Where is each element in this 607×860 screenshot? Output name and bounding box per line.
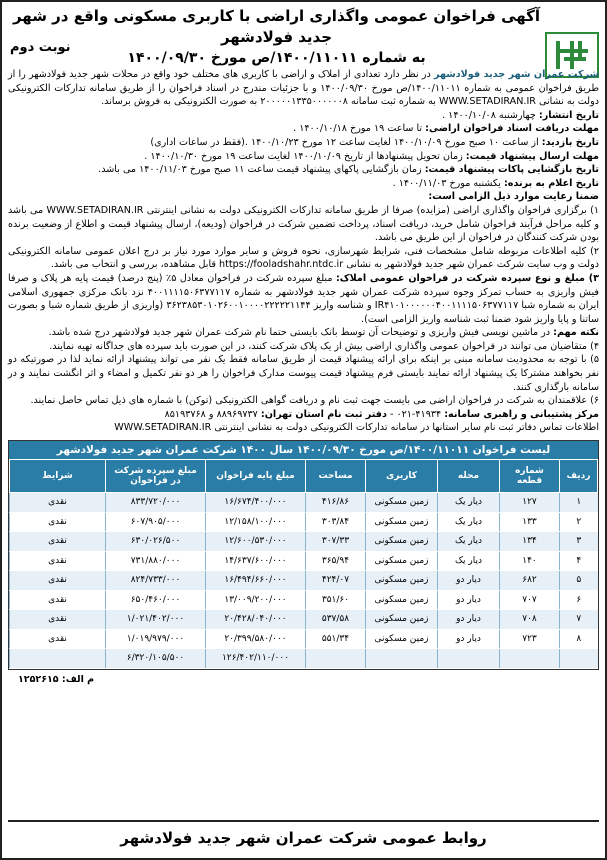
open-label: تاریخ بازگشایی پاکات پیشنهاد قیمت: <box>424 164 599 176</box>
rule-3 <box>8 272 599 326</box>
table-cell: ۳ <box>560 532 598 552</box>
table-cell <box>438 649 500 669</box>
table-row <box>10 629 598 649</box>
table-cell: نقدی <box>10 571 106 591</box>
table-cell: ۱۳۳ <box>500 512 560 532</box>
table-body <box>10 493 598 669</box>
table-cell <box>366 649 438 669</box>
note-text: در ماشین نویسی فیش واریزی و توضیحات آن توسط بانک بایستی حتما نام شرکت عمران شهر جدید فولادشهر درج شده باشد. <box>48 327 551 339</box>
table-row <box>10 610 598 630</box>
table-cell: ۸۲۴/۷۳۳/۰۰۰ <box>106 571 206 591</box>
rule-5: ۵) با توجه به محدودیت سامانه مبنی بر اینکه برای ارائه پیشنهاد قیمت از طریق سامانه فقط یک نفر می تواند پیشنهاد ارائه نماید لذا در صورتیکه دو نفر بخواهند مشترکا یک پیشنهاد ارائه نمایند بایستی فرم پیشنهاد قیمت پیوست مدارک فراخوان را هر دو نفر تکمیل و امضاء و اثر انگشت نمایند و در سامانه بارگذاری کنند. <box>8 354 599 393</box>
table-cell: دیار دو <box>438 590 500 610</box>
publish-date <box>8 109 599 123</box>
intro-company: شرکت عمران شهر جدید فولادشهر <box>434 69 599 80</box>
ad-code: م الف: ۱۲۵۲۶۱۵ <box>18 673 95 685</box>
table-cell: ۴۲۴/۰۷ <box>306 571 366 591</box>
table-cell: ۵۳۷/۵۸ <box>306 610 366 630</box>
table-cell: ۴۱۶/۸۶ <box>306 493 366 513</box>
table-cell: دیار یک <box>438 512 500 532</box>
table-cell: ۱ <box>560 493 598 513</box>
note <box>8 326 599 340</box>
table-cell: دیار دو <box>438 571 500 591</box>
table-cell: ۶۵۰/۴۶۰/۰۰۰ <box>106 590 206 610</box>
table-cell: ۷۳۱/۸۸۰/۰۰۰ <box>106 551 206 571</box>
publish-label: تاریخ انتشار: <box>538 109 599 121</box>
table-cell: ۳۵۱/۶۰ <box>306 590 366 610</box>
table-cell: نقدی <box>10 551 106 571</box>
table-cell: ۱۳/۰۰۹/۲۰۰/۰۰۰ <box>206 590 306 610</box>
rule-3-text: مبلغ سپرده شرکت در فراخوان معادل ۵٪ (پنج درصد) قیمت پایه هر پلاک و صرفا فیش واریزی به حساب تمرکز وجوه سپرده شرکت عمران شهر جدید فولادشهر به شماره ۴۰۰۱۱۱۱۵۰۶۳۷۷۱۱۷ نزد بانک مرکزی جمهوری اسلامی ایران به شماره شبا IR۴۱۰۱۰۰۰۰۰۰۴۰۰۱۱۱۱۵۰۶۳۷۷۱۱۷ و شناسه واریز ۳۶۲۳۸۵۳۰۱۰۲۶۰۰۱۰۰۰۰۲۲۲۲۲۱۱۴۴ (واریزی از طریق شماره شبا و بصورت ساتنا و پایا واریز شود ضمنا ثبت شناسه واریز الزامی است). <box>8 272 599 325</box>
table-cell: ۱۴/۶۳۷/۶۰۰/۰۰۰ <box>206 551 306 571</box>
note-label: نکته مهم: <box>553 327 599 339</box>
table-header-row <box>10 460 598 493</box>
visit-date <box>8 136 599 150</box>
table-cell: زمین مسکونی <box>366 610 438 630</box>
round-label: نوبت دوم <box>10 40 71 55</box>
table-cell: دیار یک <box>438 493 500 513</box>
table-cell: دیار یک <box>438 532 500 552</box>
header-titles <box>8 6 545 68</box>
col-area-name: محله <box>438 460 500 493</box>
plots-grid <box>9 459 598 669</box>
docs-value: تا ساعت ۱۹ مورخ ۱۴۰۰/۱۰/۱۸ . <box>293 123 423 135</box>
table-cell: ۱۶/۴۹۴/۶۶۰/۰۰۰ <box>206 571 306 591</box>
notice-subtitle: به شماره ۱۴۰۰/۱۱۰۱۱/ص مورخ ۱۴۰۰/۰۹/۳۰ <box>127 50 426 66</box>
send-deadline <box>8 150 599 164</box>
intro-text: در نظر دارد تعدادی از املاک و اراضی با کاربری های مختلف خود واقع در محلات شهر جدید فولادشهر را از طریق فراخوان عمومی به شماره ۱۴۰۰/۱۱۰۱۱/ص مورخ ۱۴۰۰/۰۹/۳۰ و با جزئیات مندرج در اسناد فراخوان را از طریق سامانه تدارکات الکترونیکی دولت به نشانی WWW.SETADIRAN.IR به شماره ثبت سامانه ۲۰۰۰۰۰۱۳۳۵۰۰۰۰۰۰۸ به صورت الکترونیکی به فروش برساند. <box>8 69 599 108</box>
send-value: زمان تحویل پیشنهادها از تاریخ ۱۴۰۰/۱۰/۰۹ لغایت ساعت ۱۹ مورخ ۱۴۰۰/۱۰/۳۰ . <box>144 150 463 162</box>
table-cell: دیار دو <box>438 610 500 630</box>
col-row: ردیف <box>560 460 598 493</box>
table-total-row <box>10 649 598 669</box>
plots-table <box>8 440 599 670</box>
table-cell: ۱۶/۶۷۴/۴۰۰/۰۰۰ <box>206 493 306 513</box>
table-title: لیست فراخوان ۱۴۰۰/۱۱۰۱۱/ص مورخ ۱۴۰۰/۰۹/۳۰ سال ۱۴۰۰ شرکت عمران شهر جدید فولادشهر <box>9 441 598 459</box>
table-cell: دیار یک <box>438 551 500 571</box>
table-cell: زمین مسکونی <box>366 532 438 552</box>
table-cell: ۳۰۳/۸۴ <box>306 512 366 532</box>
support-label: مرکز پشتیبانی و راهبری سامانه: <box>444 408 599 420</box>
table-cell: ۵۵۱/۳۴ <box>306 629 366 649</box>
table-cell: ۶/۳۲۰/۱۰۵/۵۰۰ <box>106 649 206 669</box>
table-cell: زمین مسکونی <box>366 512 438 532</box>
contact-line: مرکز پشتیبانی و راهبری سامانه: ۴۱۹۳۴-۰۲۱ - دفتر ثبت نام استان تهران: ۸۸۹۶۹۷۳۷ و ۸۵۱۹۳۷۶۸ <box>164 408 599 420</box>
docs-deadline <box>8 122 599 136</box>
rule-1: ۱) برگزاری فراخوان واگذاری اراضی (مزایده) صرفا از طریق سامانه تدارکات الکترونیکی دولت به نشانی اینترنتی WWW.SETADIRAN.IR می باشد و کلیه مراحل فرآیند فراخوان شامل خرید، دریافت اسناد، پرداخت تضمین شرکت در فراخوان (ودیعه)، ارسال پیشنهاد قیمت و اطلاع از وضعیت برنده بودن شرکت کنندگان در فراخوان از این طریق می باشد. <box>8 204 599 244</box>
table-row <box>10 571 598 591</box>
table-cell: ۷ <box>560 610 598 630</box>
table-cell: دیار دو <box>438 629 500 649</box>
open-date <box>8 163 599 177</box>
col-usage: کاربری <box>366 460 438 493</box>
table-cell: ۱۴۰ <box>500 551 560 571</box>
table-cell: ۶۸۲ <box>500 571 560 591</box>
col-terms: شرایط <box>10 460 106 493</box>
winner-label: تاریخ اعلام به برنده: <box>503 177 599 189</box>
intro-paragraph <box>8 68 599 109</box>
publish-value: چهارشنبه ۱۴۰۰/۱۰/۰۸ . <box>442 109 536 121</box>
table-row <box>10 532 598 552</box>
table-cell: نقدی <box>10 629 106 649</box>
table-cell: ۲ <box>560 512 598 532</box>
table-cell: زمین مسکونی <box>366 629 438 649</box>
rule-3-label: ۳) مبلغ و نوع سپرده شرکت در فراخوان عمومی املاک: <box>335 272 599 284</box>
visit-value: از ساعت ۱۰ صبح مورخ ۱۴۰۰/۱۰/۰۹ لغایت ساعت ۱۲ مورخ ۱۴۰۰/۱۰/۲۳ .(فقط در ساعات اداری) <box>150 136 539 148</box>
table-cell: ۱/۰۱۹/۹۷۹/۰۰۰ <box>106 629 206 649</box>
table-cell: زمین مسکونی <box>366 493 438 513</box>
table-row <box>10 590 598 610</box>
table-cell: زمین مسکونی <box>366 571 438 591</box>
table-cell: ۱۲۷ <box>500 493 560 513</box>
table-cell: نقدی <box>10 493 106 513</box>
table-cell: ۲۰/۴۲۸/۰۴۰/۰۰۰ <box>206 610 306 630</box>
header <box>8 6 599 68</box>
table-cell: ۶ <box>560 590 598 610</box>
table-cell: ۵ <box>560 571 598 591</box>
send-label: مهلت ارسال پیشنهاد قیمت: <box>465 150 599 162</box>
winner-date <box>8 177 599 191</box>
table-cell: ۲۰/۳۹۹/۵۸۰/۰۰۰ <box>206 629 306 649</box>
docs-label: مهلت دریافت اسناد فراخوان اراضی: <box>425 123 599 135</box>
table-cell: ۱۲/۶۰۰/۵۳۰/۰۰۰ <box>206 532 306 552</box>
table-cell: زمین مسکونی <box>366 590 438 610</box>
table-cell: ۳۰۷/۳۳ <box>306 532 366 552</box>
table-row <box>10 493 598 513</box>
table-cell: زمین مسکونی <box>366 551 438 571</box>
table-cell: ۸ <box>560 629 598 649</box>
rule-2: ۲) کلیه اطلاعات مربوطه شامل مشخصات فنی، شرایط شهرسازی، نحوه فروش و سایر موارد مورد نیاز بر درج اعلان عمومی سامانه الکترونیکی دولت و وب سایت شرکت عمران شهر جدید فولادشهر به نشانی https://fooladshahr.ntdc.ir قابل مشاهده، بررسی و انتخاب می باشد. <box>8 245 599 271</box>
notice-title: آگهی فراخوان عمومی واگذاری اراضی با کاربری مسکونی واقع در شهر جدید فولادشهر <box>12 7 541 46</box>
footer: روابط عمومی شرکت عمران شهر جدید فولادشهر <box>8 820 599 854</box>
table-cell: ۴ <box>560 551 598 571</box>
rule-4: ۴) متقاضیان می توانند در فراخوان عمومی واگذاری اراضی بیش از یک پلاک شرکت کنند، در این صورت باید سپرده های جداگانه تهیه نمایند. <box>49 340 599 352</box>
table-cell: نقدی <box>10 610 106 630</box>
table-cell: ۱۳۴ <box>500 532 560 552</box>
table-cell: ۱۲/۱۵۸/۱۰۰/۰۰۰ <box>206 512 306 532</box>
support-value: ۴۱۹۳۴-۰۲۱ <box>396 408 442 420</box>
col-plot: شماره قطعه <box>500 460 560 493</box>
col-size: مساحت <box>306 460 366 493</box>
table-row <box>10 551 598 571</box>
table-cell: ۸۳۳/۷۲۰/۰۰۰ <box>106 493 206 513</box>
table-cell: ۶۳۰/۰۲۶/۵۰۰ <box>106 532 206 552</box>
table-cell <box>10 649 106 669</box>
table-cell: نقدی <box>10 532 106 552</box>
col-base-price: مبلغ پایه فراخوان <box>206 460 306 493</box>
rule-6: ۶) علاقمندان به شرکت در فراخوان اراضی می بایست جهت ثبت نام و دریافت گواهی الکترونیکی (توکن) با شماره های ذیل تماس حاصل نمایند. <box>30 395 599 407</box>
col-deposit: مبلغ سپرده شرکت در فراخوان <box>106 460 206 493</box>
table-cell: نقدی <box>10 512 106 532</box>
table-cell: ۷۲۳ <box>500 629 560 649</box>
notice-body <box>8 68 599 435</box>
table-cell: ۱/۰۲۱/۴۰۲/۰۰۰ <box>106 610 206 630</box>
office-label: دفتر ثبت نام استان تهران: <box>260 408 387 420</box>
table-cell: نقدی <box>10 590 106 610</box>
open-value: زمان بازگشایی پاکهای پیشنهاد قیمت ساعت ۱۱ صبح مورخ ۱۴۰۰/۱۱/۰۳ می باشد. <box>98 164 422 176</box>
table-cell: ۶۰۷/۹۰۵/۰۰۰ <box>106 512 206 532</box>
table-cell <box>500 649 560 669</box>
table-cell: ۳۶۵/۹۴ <box>306 551 366 571</box>
table-cell <box>560 649 598 669</box>
office-value: ۸۸۹۶۹۷۳۷ و ۸۵۱۹۳۷۶۸ <box>164 408 258 420</box>
table-cell: ۷۰۸ <box>500 610 560 630</box>
rules-heading: ضمنا رعایت موارد ذیل الزامی است: <box>428 191 599 203</box>
info-line: اطلاعات تماس دفاتر ثبت نام سایر استانها در سامانه تدارکات الکترونیکی دولت به نشانی اینترنتی WWW.SETADIRAN.IR <box>114 422 599 434</box>
table-cell <box>306 649 366 669</box>
table-cell: ۷۰۷ <box>500 590 560 610</box>
table-cell: ۱۲۶/۴۰۲/۱۱۰/۰۰۰ <box>206 649 306 669</box>
visit-label: تاریخ بازدید: <box>541 136 599 148</box>
winner-value: یکشنبه مورخ ۱۴۰۰/۱۱/۰۳ . <box>392 177 501 189</box>
table-row <box>10 512 598 532</box>
